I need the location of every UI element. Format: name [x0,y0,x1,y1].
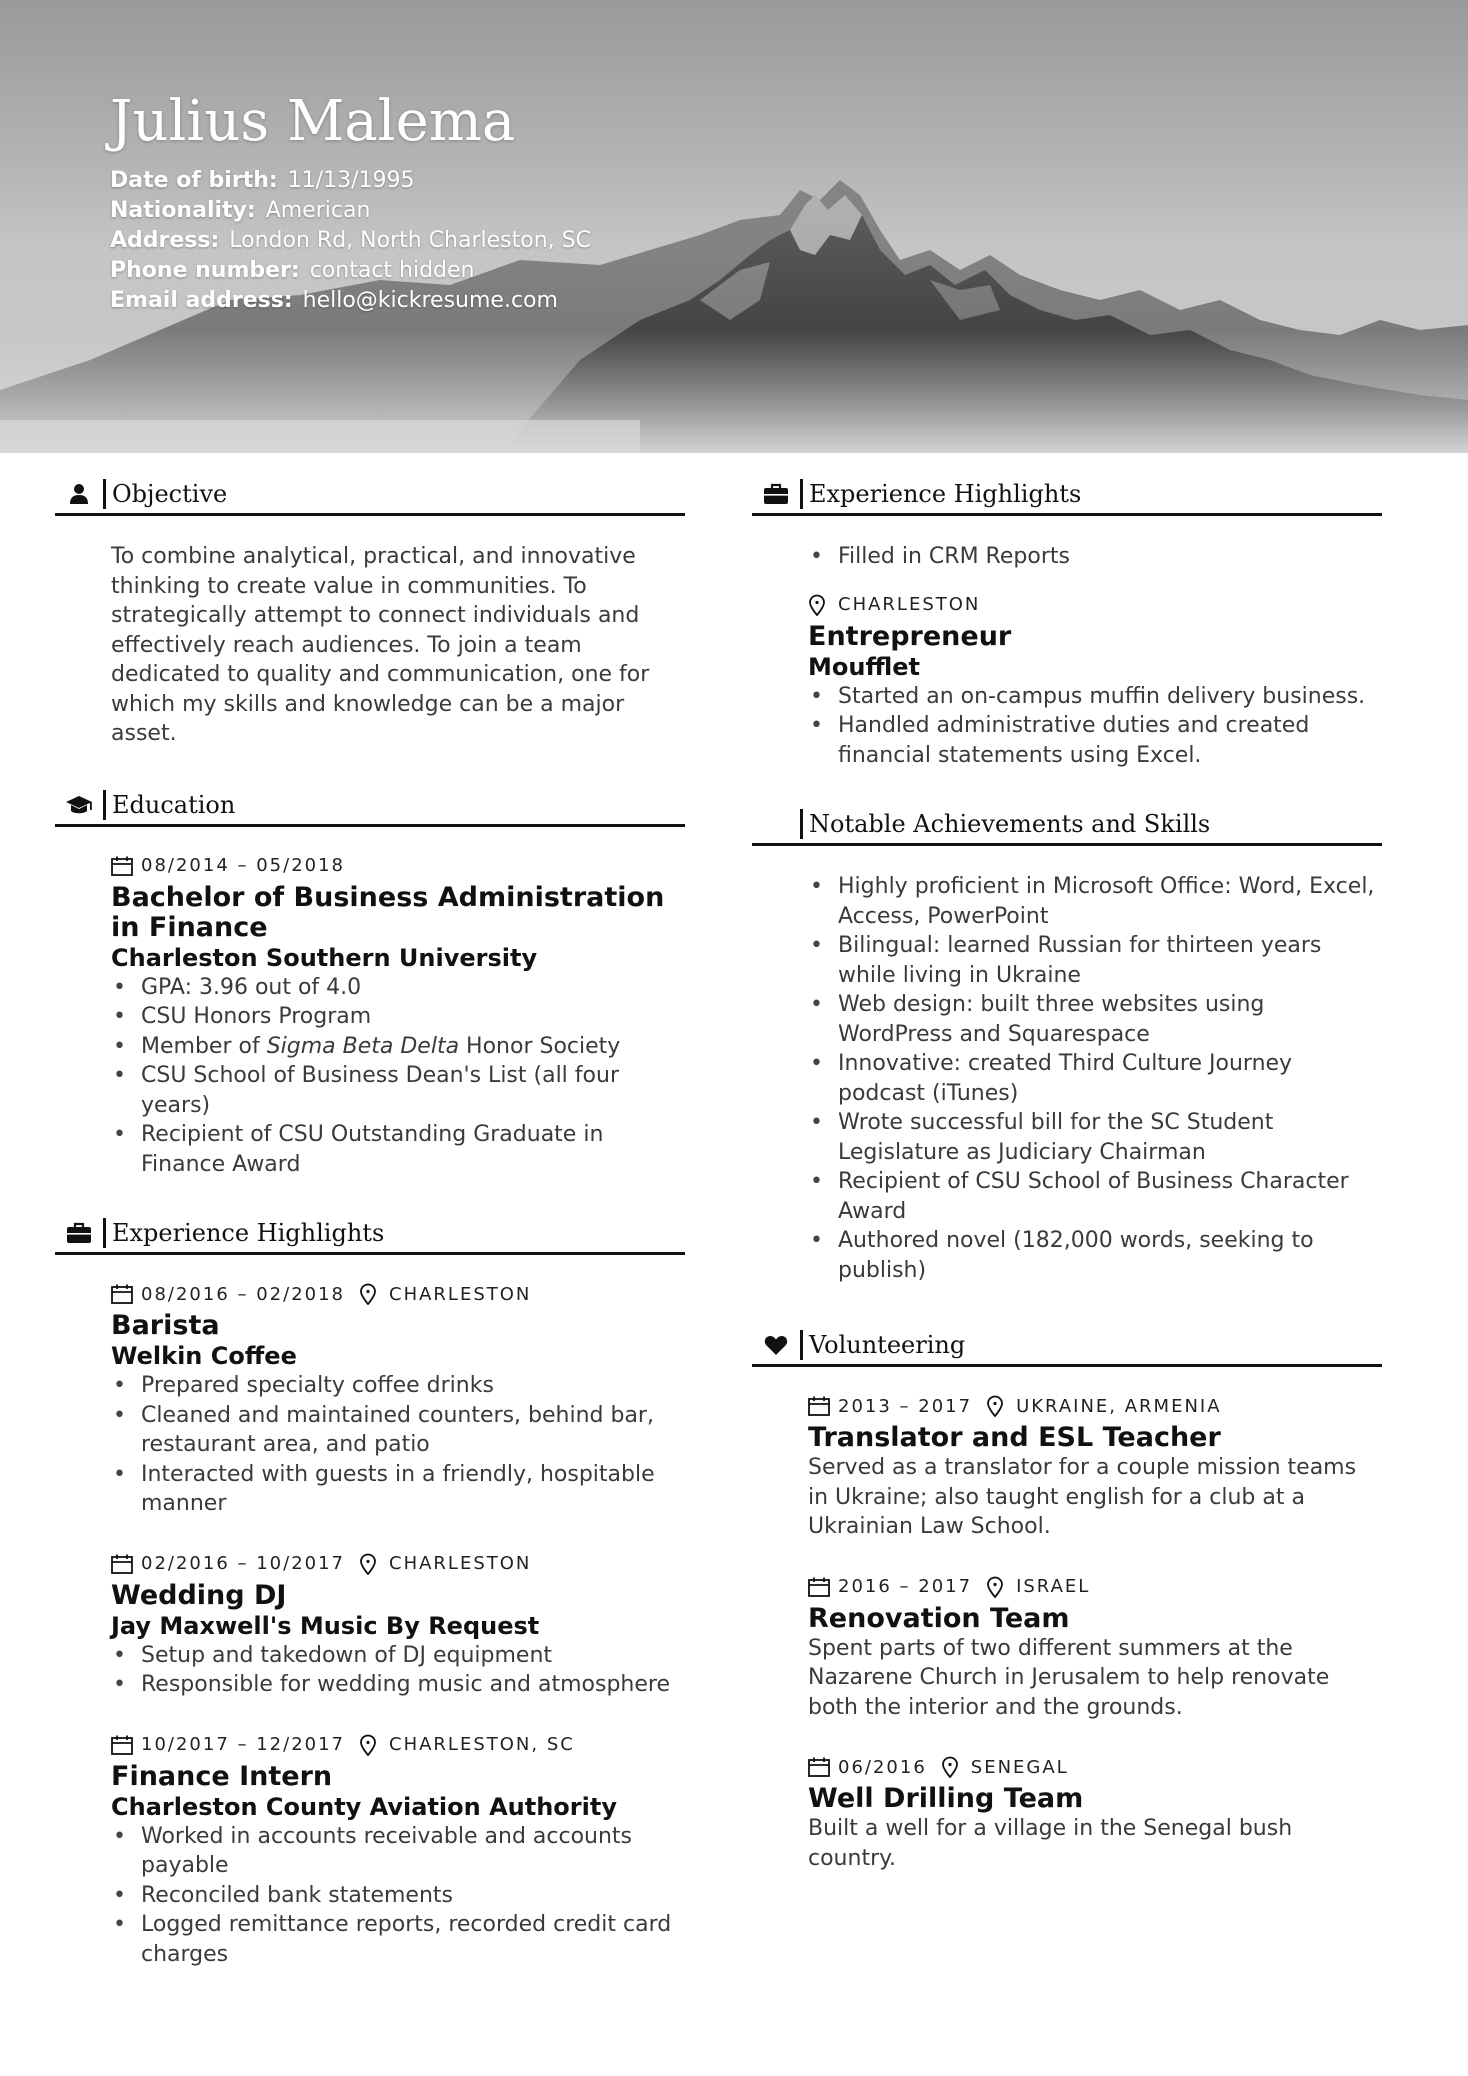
entry-meta [111,1551,685,1577]
info-nationality: Nationality: American [110,198,371,223]
volunteer-role: Translator and ESL Teacher [808,1422,1221,1453]
entry-location: CHARLESTON [389,1283,532,1305]
entry-location: CHARLESTON [389,1553,532,1574]
job-entry [111,1281,685,1519]
list-item: • GPA: 3.96 out of 4.0 [141,973,685,1003]
list-item: • Responsible for wedding music and atmosphere [141,1670,685,1700]
entry-meta [808,1393,1382,1419]
section-header [752,810,1382,846]
list-item: • Setup and takedown of DJ equipment [141,1641,685,1671]
entry-date: 2016 – 2017 [838,1576,973,1597]
degree-title: Bachelor of Business Administration in Finance [111,881,665,943]
section-title: Experience Highlights [112,1219,385,1247]
location-pin-icon [986,1394,1012,1418]
volunteer-desc: Spent parts of two different summers at the Nazarene Church in Jerusalem to help renovate both the interior and the grounds. [808,1635,1330,1720]
job-role: Wedding DJ [111,1579,287,1611]
entry-location: CHARLESTON [838,594,981,615]
personal-info [110,88,591,316]
list-item: • Interacted with guests in a friendly, hospitable manner [141,1460,685,1519]
volunteer-entry [808,1393,1382,1542]
objective-text: To combine analytical, practical, and innovative thinking to create value in communities. To strategically attempt to connect individuals and effectively reach audiences. To join a team dedicated to quality and communication, one for which my skills and knowledge can be a major asset. [111,544,650,746]
location-pin-icon [359,1282,385,1306]
achievements-section [752,810,1382,1285]
experience-section-right [752,480,1382,770]
entry-meta [111,1732,685,1758]
calendar-icon [808,1755,834,1779]
heart-icon [752,1330,800,1360]
job-bullets [808,682,1382,771]
entry-meta [111,1281,685,1307]
section-title: Objective [112,480,228,508]
entry-meta [808,592,1382,618]
education-bullets [111,973,685,1180]
candidate-name: Julius Malema [110,89,516,154]
calendar-icon [808,1394,834,1418]
calendar-icon [111,1733,137,1757]
entry-date: 02/2016 – 10/2017 [141,1553,345,1574]
section-header [55,480,685,516]
list-item: • Web design: built three websites using WordPress and Squarespace [838,990,1382,1049]
volunteer-desc: Built a well for a village in the Senegal bush country. [808,1816,1293,1871]
list-item: • Logged remittance reports, recorded credit card charges [141,1910,685,1969]
entry-location: ISRAEL [1016,1576,1091,1597]
location-pin-icon [986,1575,1012,1599]
job-entry [111,1551,685,1700]
info-address: Address: London Rd, North Charleston, SC [110,228,591,253]
education-section [55,791,685,1180]
volunteer-role: Well Drilling Team [808,1783,1084,1814]
section-title: Volunteering [809,1331,966,1359]
location-pin-icon [359,1733,385,1757]
location-pin-icon [808,593,834,617]
info-email: Email address: hello@kickresume.com [110,288,558,313]
info-date-of-birth: Date of birth: 11/13/1995 [110,168,415,193]
school-name: Charleston Southern University [111,943,538,972]
briefcase-icon [752,479,800,509]
list-item: • Member of Sigma Beta Delta Honor Society [141,1032,685,1062]
list-item: • Prepared specialty coffee drinks [141,1371,685,1401]
entry-meta [111,853,685,879]
job-company: Moufflet [808,652,920,681]
job-bullets [111,1822,685,1970]
volunteer-desc: Served as a translator for a couple mission teams in Ukraine; also taught english for a club at a Ukrainian Law School. [808,1455,1357,1539]
entry-location: SENEGAL [970,1756,1069,1778]
achievement-bullets [808,872,1382,1285]
list-item: • Highly proficient in Microsoft Office: Word, Excel, Access, PowerPoint [838,872,1382,931]
list-item: • Handled administrative duties and created financial statements using Excel. [838,711,1382,770]
graduation-cap-icon [55,790,103,820]
entry-location: UKRAINE, ARMENIA [1016,1395,1222,1417]
list-item: • Filled in CRM Reports [838,542,1382,572]
entry-date: 06/2016 [838,1756,927,1778]
section-header [55,1219,685,1255]
calendar-icon [111,1282,137,1306]
location-pin-icon [941,1755,967,1779]
section-header [752,480,1382,516]
job-entry [111,1732,685,1970]
list-item: • Recipient of CSU Outstanding Graduate in Finance Award [141,1120,685,1179]
list-item: • Innovative: created Third Culture Journey podcast (iTunes) [838,1049,1382,1108]
list-item: • Wrote successful bill for the SC Student Legislature as Judiciary Chairman [838,1108,1382,1167]
left-column [55,480,685,2001]
volunteer-entry [808,1754,1382,1873]
section-title: Experience Highlights [809,480,1082,508]
job-role: Finance Intern [111,1760,333,1792]
job-company: Charleston County Aviation Authority [111,1792,617,1821]
section-header [752,1331,1382,1367]
entry-location: CHARLESTON, SC [389,1734,575,1755]
list-item: • Started an on-campus muffin delivery business. [838,682,1382,712]
section-title: Notable Achievements and Skills [809,810,1211,838]
list-item: • Authored novel (182,000 words, seeking to publish) [838,1226,1382,1285]
entry-date: 2013 – 2017 [838,1395,973,1417]
job-entry [808,592,1382,771]
job-company: Jay Maxwell's Music By Request [111,1611,540,1640]
job-bullets [111,1641,685,1700]
job-company: Welkin Coffee [111,1342,297,1370]
entry-date: 08/2016 – 02/2018 [141,1283,345,1305]
calendar-icon [111,1552,137,1576]
objective-section [55,480,685,749]
job-role: Entrepreneur [808,620,1012,652]
section-title: Education [112,790,236,819]
top-bullets [808,542,1382,572]
entry-meta [808,1754,1382,1780]
list-item: • CSU School of Business Dean's List (all four years) [141,1061,685,1120]
list-item: • CSU Honors Program [141,1002,685,1032]
job-role: Barista [111,1310,220,1341]
right-column [752,480,1382,1905]
calendar-icon [111,854,137,878]
volunteering-section [752,1331,1382,1873]
header-banner [0,0,1468,453]
volunteer-entry [808,1574,1382,1723]
list-item: • Worked in accounts receivable and accounts payable [141,1822,685,1881]
entry-date: 08/2014 – 05/2018 [141,855,345,876]
volunteer-role: Renovation Team [808,1602,1070,1634]
list-item: • Bilingual: learned Russian for thirteen years while living in Ukraine [838,931,1382,990]
briefcase-icon [55,1218,103,1248]
job-bullets [111,1371,685,1519]
entry-date: 10/2017 – 12/2017 [141,1734,345,1755]
info-phone: Phone number: contact hidden [110,258,475,283]
experience-section-left [55,1219,685,1969]
list-item: • Cleaned and maintained counters, behind bar, restaurant area, and patio [141,1401,685,1460]
list-item: • Recipient of CSU School of Business Character Award [838,1167,1382,1226]
calendar-icon [808,1575,834,1599]
location-pin-icon [359,1552,385,1576]
section-header [55,791,685,827]
entry-meta [808,1574,1382,1600]
user-icon [55,479,103,509]
list-item: • Reconciled bank statements [141,1881,685,1911]
